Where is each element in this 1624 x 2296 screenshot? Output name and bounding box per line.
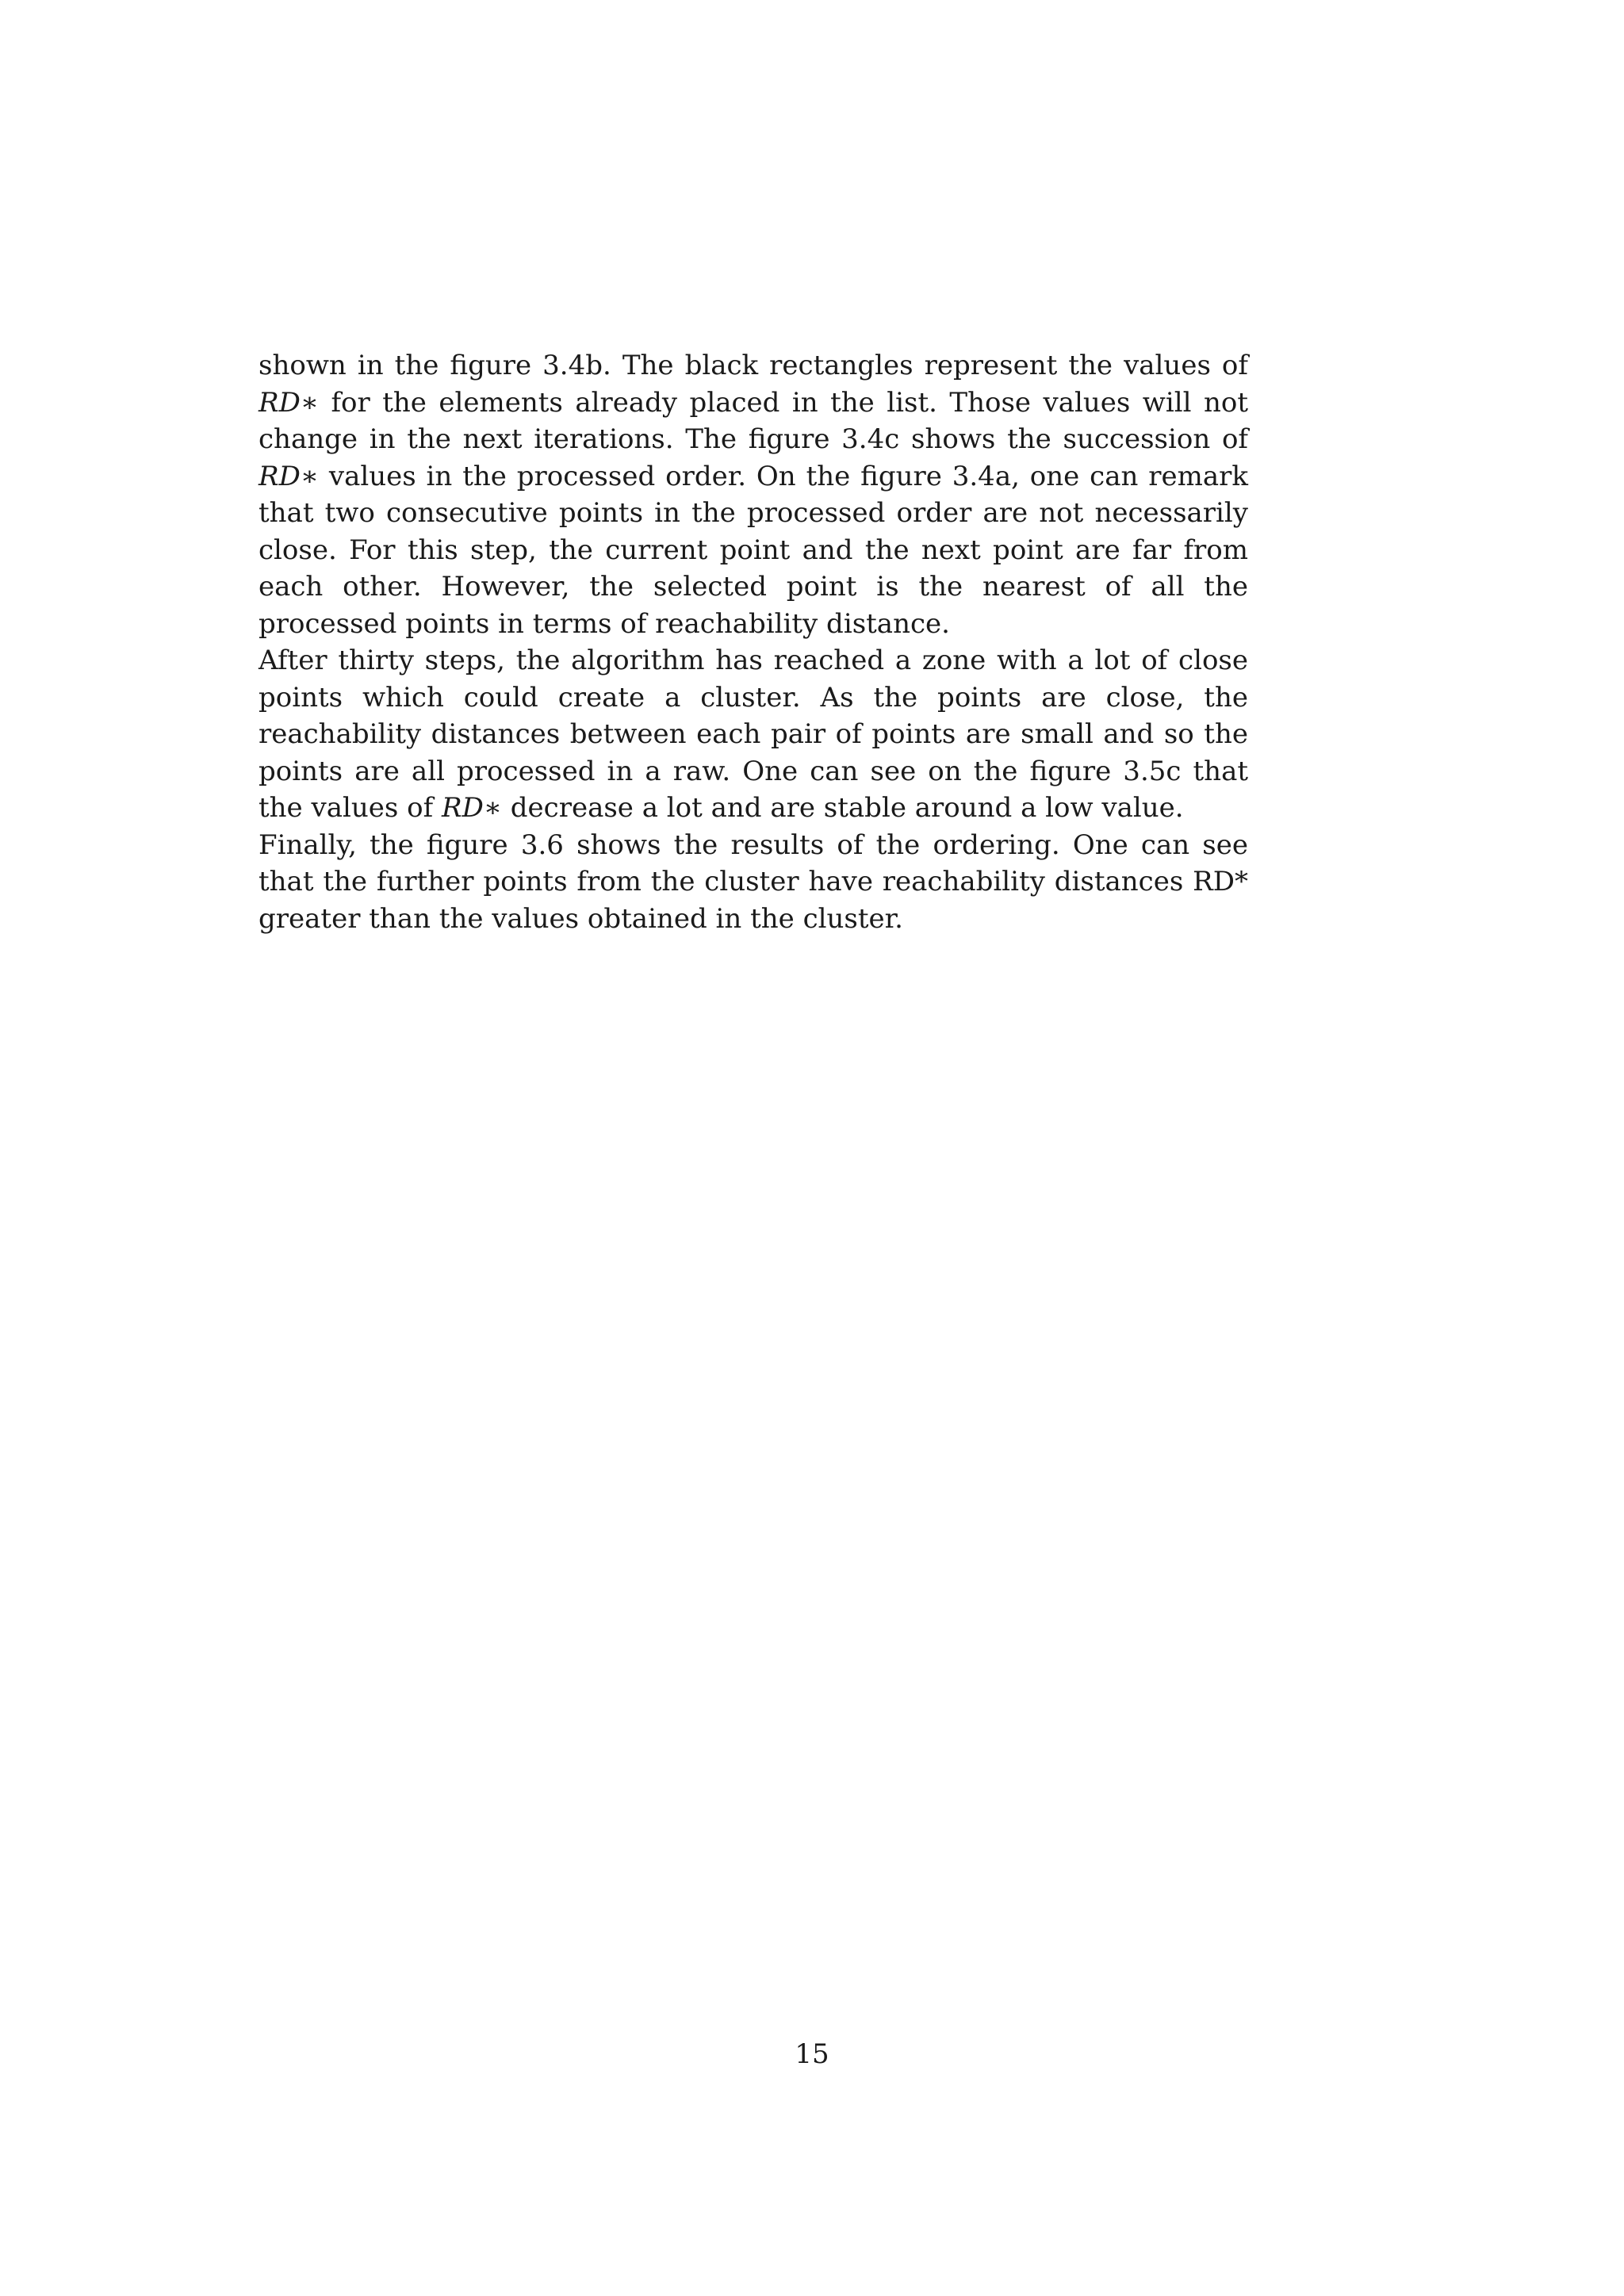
text-segment: for the elements already placed in the list. Those values will not change in the next iterations. The figure 3.4c shows the succession of (259, 386, 1248, 455)
page-number: 15 (795, 2038, 829, 2070)
math-rd-star: RD∗ (259, 386, 319, 419)
math-rd-star: RD∗ (441, 792, 502, 824)
body-text (259, 347, 1248, 937)
paragraph-2 (259, 642, 1248, 827)
paragraph-3 (259, 827, 1248, 938)
text-segment: decrease a lot and are stable around a low value. (501, 792, 1184, 824)
math-rd-star: RD∗ (259, 460, 319, 492)
text-segment: shown in the figure 3.4b. The black rectangles represent the values of (259, 350, 1248, 381)
text-segment: values in the processed order. On the figure 3.4a, one can remark that two consecutive points in the processed order are not necessarily close. For this step, the current point and the next point are far from each other. However, the selected point is the nearest of all the processed points in terms of reachability distance. (259, 460, 1248, 640)
text-segment: After thirty steps, the algorithm has reached a zone with a lot of close points which could create a cluster. As the points are close, the reachability distances between each pair of points are small and so the points are all processed in a raw. One can see on the figure 3.5c that the values of (259, 645, 1248, 824)
text-segment: Finally, the figure 3.6 shows the results of the ordering. One can see that the further points from the cluster have reachability distances RD* greater than the values obtained in the cluster. (259, 828, 1248, 935)
paragraph-1 (259, 347, 1248, 642)
